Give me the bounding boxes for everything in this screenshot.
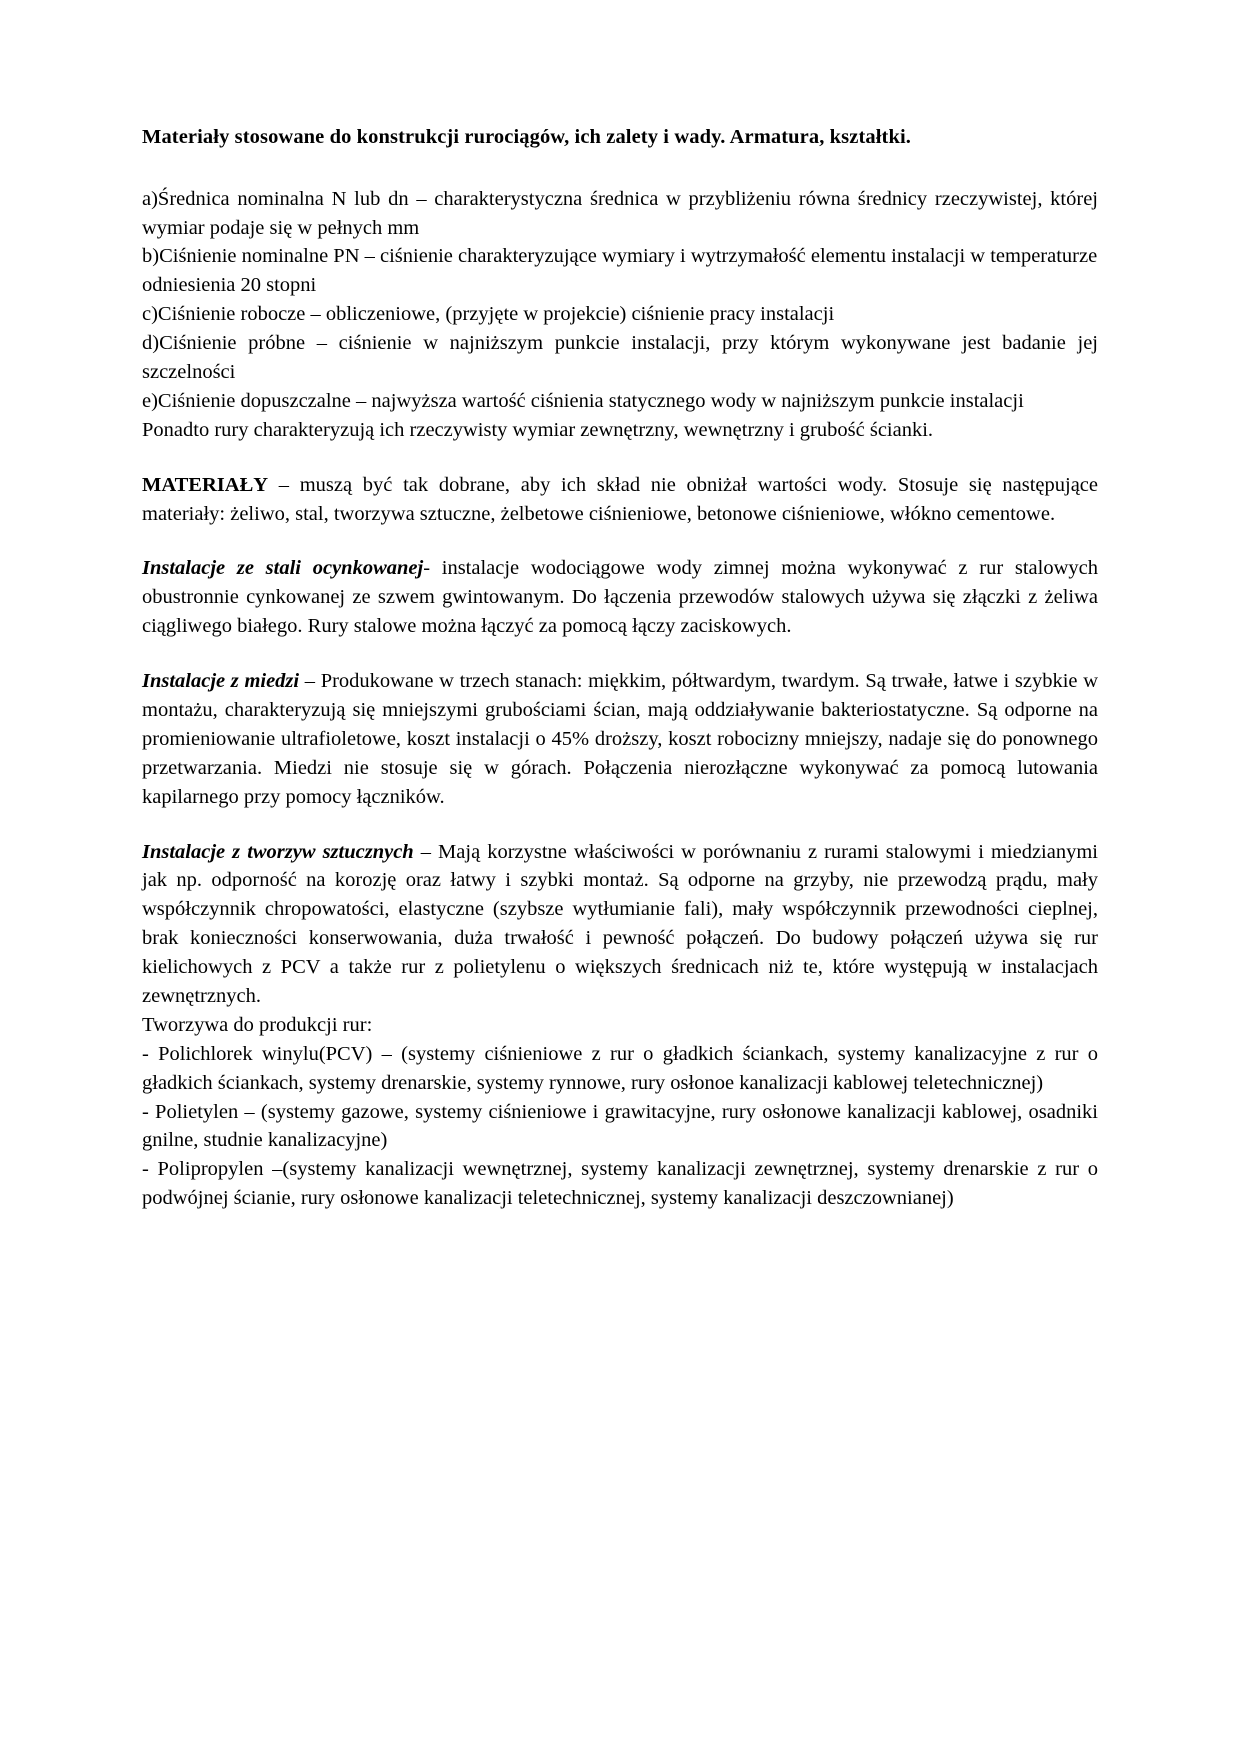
section-plastics-lead: Instalacje z tworzyw sztucznych xyxy=(142,840,414,863)
materials-lead: MATERIAŁY xyxy=(142,473,269,496)
page-title: Materiały stosowane do konstrukcji rurociągów, ich zalety i wady. Armatura, kształtki. xyxy=(142,126,911,148)
definition-item-a: a)Średnica nominalna N lub dn – charakterystyczna średnica w przybliżeniu równa średnicy rzeczywistej, której wymiar podaje się w pełnych mm xyxy=(142,187,1098,239)
materials-text: – muszą być tak dobrane, aby ich skład nie obniżał wartości wody. Stosuje się następujące materiały: żeliwo, stal, tworzywa sztuczne, żelbetowe ciśnieniowe, betonowe ciśnieniowe, włókno cementowe. xyxy=(142,473,1098,525)
section-copper xyxy=(142,667,1098,811)
plastics-list-item-pp: - Polipropylen –(systemy kanalizacji wewnętrznej, systemy kanalizacji zewnętrznej, systemy drenarskie z rur o podwójnej ścianie, rury osłonowe kanalizacji teletechnicznej, systemy kanalizacji deszczownianej) xyxy=(142,1158,1098,1210)
section-plastics xyxy=(142,838,1098,1011)
plastics-list-item-pe: - Polietylen – (systemy gazowe, systemy ciśnieniowe i grawitacyjne, rury osłonowe kanalizacji kablowej, osadniki gnilne, studnie kanalizacyjne) xyxy=(142,1100,1098,1152)
section-steel-lead: Instalacje ze stali ocynkowanej xyxy=(142,557,424,580)
definition-item-d: d)Ciśnienie próbne – ciśnienie w najniższym punkcie instalacji, przy którym wykonywane jest badanie jej szczelności xyxy=(142,332,1098,383)
materials-paragraph xyxy=(142,471,1098,529)
plastics-list-heading: Tworzywa do produkcji rur: xyxy=(142,1013,373,1036)
plastics-list-item-pvc: - Polichlorek winylu(PCV) – (systemy ciśnieniowe z rur o gładkich ściankach, systemy kanalizacyjne z rur o gładkich ściankach, systemy drenarskie, systemy rynnowe, rury osłonoe kanalizacji kablowej teletechnicznej) xyxy=(142,1042,1098,1094)
section-steel-text: - instalacje wodociągowe wody zimnej można wykonywać z rur stalowych obustronnie cynkowanej ze szwem gwintowanym. Do łączenia przewodów stalowych używa się złączki z żeliwa ciągliwego białego. Rury stalowe można łączyć za pomocą łączy zaciskowych. xyxy=(142,557,1098,638)
section-plastics-text: – Mają korzystne właściwości w porównaniu z rurami stalowymi i miedzianymi jak np. odporność na korozję oraz łatwy i szybki montaż. Są odporne na grzyby, nie przewodzą prądu, mały współczynnik chropowatości, elastyczne (szybsze wytłumianie fali), mały współczynnik przewodności cieplnej, brak konieczności konserwowania, duża trwałość i pewność połączeń. Do budowy połączeń używa się rur kielichowych z PCV a także rur z polietylenu o większych średnicach niż te, które występują w instalacjach zewnętrznych. xyxy=(142,840,1098,1007)
section-copper-text: – Produkowane w trzech stanach: miękkim, półtwardym, twardym. Są trwałe, łatwe i szybkie w montażu, charakteryzują się mniejszymi grubościami ścian, mają oddziaływanie bakteriostatyczne. Są odporne na promieniowanie ultrafioletowe, koszt instalacji o 45% droższy, koszt robocizny mniejszy, nadaje się do ponownego przetwarzania. Miedzi nie stosuje się w górach. Połączenia nierozłączne wykonywać za pomocą lutowania kapilarnego przy pomocy łączników. xyxy=(142,670,1098,808)
definition-item-b: b)Ciśnienie nominalne PN – ciśnienie charakteryzujące wymiary i wytrzymałość elementu instalacji w temperaturze odniesienia 20 stopni xyxy=(142,245,1098,297)
section-steel xyxy=(142,554,1098,641)
definition-item-c: c)Ciśnienie robocze – obliczeniowe, (przyjęte w projekcie) ciśnienie pracy instalacji xyxy=(142,303,835,326)
section-copper-lead: Instalacje z miedzi xyxy=(142,670,300,693)
definition-item-f: Ponadto rury charakteryzują ich rzeczywisty wymiar zewnętrzny, wewnętrzny i grubość ścianki. xyxy=(142,418,934,441)
definition-item-e: e)Ciśnienie dopuszczalne – najwyższa wartość ciśnienia statycznego wody w najniższym punkcie instalacji xyxy=(142,389,1024,412)
